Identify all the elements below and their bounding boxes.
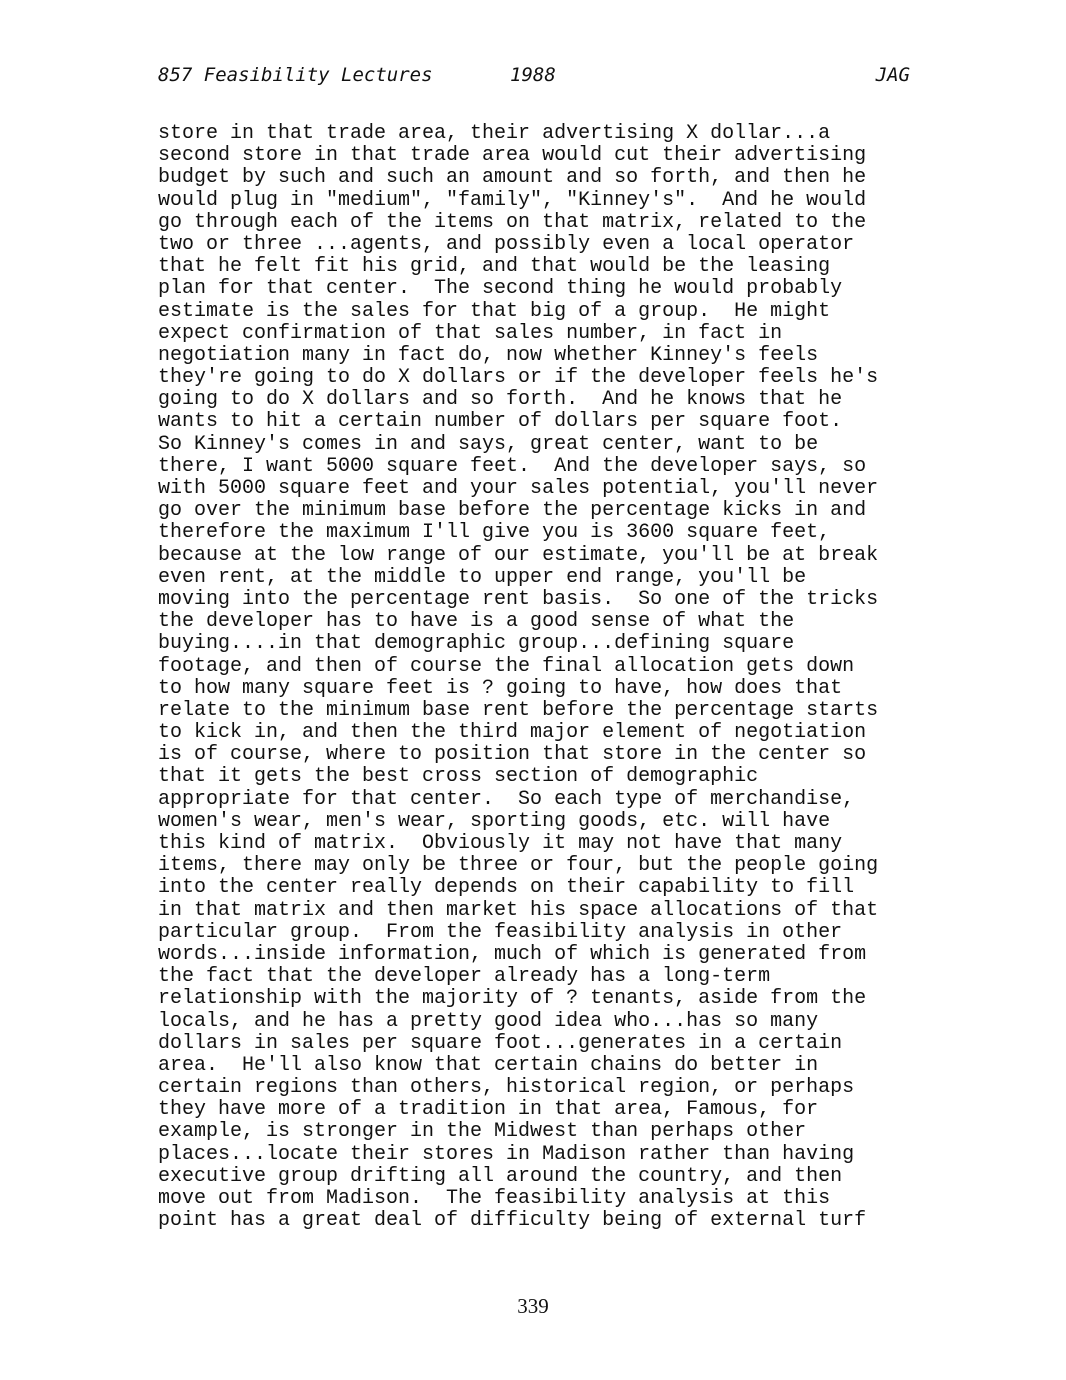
transcript-line: because at the low range of our estimate, you'll be at break (158, 543, 879, 567)
transcript-line: two or three ...agents, and possibly even a local operator (158, 232, 855, 256)
transcript-line: expect confirmation of that sales number, in fact in (158, 321, 783, 345)
transcript-line: going to do X dollars and so forth. And he knows that he (158, 388, 843, 412)
transcript-line: negotiation many in fact do, now whether Kinney's feels (158, 343, 819, 367)
header-year: 1988 (510, 64, 556, 86)
transcript-line: area. He'll also know that certain chains do better in (158, 1053, 819, 1077)
transcript-line: into the center really depends on their capability to fill (158, 876, 855, 900)
transcript-line: that it gets the best cross section of demographic (158, 765, 759, 789)
transcript-line: even rent, at the middle to upper end range, you'll be (158, 565, 807, 589)
transcript-line: So Kinney's comes in and says, great center, want to be (158, 432, 819, 456)
transcript-line: moving into the percentage rent basis. So one of the tricks (158, 587, 879, 611)
transcript-line: appropriate for that center. So each type of merchandise, (158, 787, 855, 811)
transcript-line: move out from Madison. The feasibility analysis at this (158, 1187, 831, 1210)
page-number: 339 (517, 1294, 549, 1318)
transcript-line: example, is stronger in the Midwest than perhaps other (158, 1120, 807, 1144)
transcript-line: is of course, where to position that store in the center so (158, 743, 867, 767)
transcript-line: certain regions than others, historical region, or perhaps (158, 1076, 855, 1100)
transcript-line: point has a great deal of difficulty being of external turf (158, 1209, 867, 1233)
transcript-line: this kind of matrix. Obviously it may not have that many (158, 832, 843, 855)
transcript-line: therefore the maximum I'll give you is 3600 square feet, (158, 521, 831, 545)
transcript-line: that he felt fit his grid, and that would be the leasing (158, 255, 831, 279)
transcript-line: particular group. From the feasibility analysis in other (158, 920, 843, 944)
transcript-line: budget by such and such an amount and so forth, and then he (158, 166, 867, 190)
transcript-line: estimate is the sales for that big of a group. He might (158, 299, 831, 323)
transcript-line: would plug in "medium", "family", "Kinney's". And he would (158, 188, 867, 212)
transcript-line: places...locate their stores in Madison rather than having (158, 1142, 855, 1166)
transcript-line: with 5000 square feet and your sales potential, you'll never (158, 477, 879, 500)
transcript-line: executive group drifting all around the country, and then (158, 1164, 843, 1188)
transcript-line: words...inside information, much of which is generated from (158, 942, 867, 966)
transcript-line: dollars in sales per square foot...generates in a certain (158, 1031, 843, 1055)
transcript-line: wants to hit a certain number of dollars per square foot. (158, 410, 843, 434)
transcript-line: to how many square feet is ? going to have, how does that (158, 676, 843, 700)
transcript-line: plan for that center. The second thing he would probably (158, 277, 843, 301)
transcript-line: store in that trade area, their advertising X dollar...a (158, 122, 831, 145)
transcript-line: go over the minimum base before the percentage kicks in and (158, 499, 867, 523)
page-header (158, 62, 910, 88)
transcript-line: the developer has to have is a good sense of what the (158, 610, 795, 634)
transcript-line: to kick in, and then the third major element of negotiation (158, 721, 867, 745)
transcript-line: they're going to do X dollars or if the developer feels he's (158, 366, 879, 390)
transcript-line: they have more of a tradition in that area, Famous, for (158, 1098, 819, 1122)
transcript-line: items, there may only be three or four, but the people going (158, 854, 879, 878)
transcript-line: second store in that trade area would cut their advertising (158, 144, 867, 168)
transcript-line: footage, and then of course the final allocation gets down (158, 654, 855, 678)
transcript-line: relate to the minimum base rent before the percentage starts (158, 698, 879, 722)
transcript-line: relationship with the majority of ? tenants, aside from the (158, 987, 867, 1011)
lecture-transcript-body (158, 123, 918, 1232)
header-course-title: 857 Feasibility Lectures (158, 64, 433, 86)
transcript-line: the fact that the developer already has a long-term (158, 965, 771, 989)
transcript-line: go through each of the items on that matrix, related to the (158, 210, 867, 234)
transcript-line: there, I want 5000 square feet. And the developer says, so (158, 454, 867, 478)
transcript-line: buying....in that demographic group...defining square (158, 632, 795, 656)
header-author-initials: JAG (875, 64, 910, 86)
transcript-line: in that matrix and then market his space allocations of that (158, 898, 879, 922)
transcript-line: women's wear, men's wear, sporting goods, etc. will have (158, 809, 831, 833)
transcript-line: locals, and he has a pretty good idea who...has so many (158, 1009, 819, 1033)
